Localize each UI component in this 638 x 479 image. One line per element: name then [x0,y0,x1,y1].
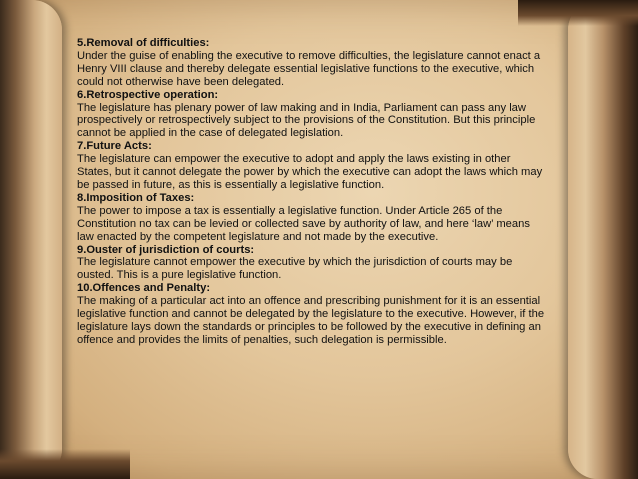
section-heading: 6.Retrospective operation: [77,88,219,101]
section-heading: 10.Offences and Penalty: [77,282,211,295]
scroll-right-curl [568,0,638,479]
section-body: The making of a particular act into an offence and prescribing punishment for it is an essential legislative function and cannot be delegated by the legislature to the executive. However, if the legislature lays down the standards or principles to be followed by the executive in defining an offence and provides the limits of penalties, such delegation is permissible. [77,295,545,346]
section-future-acts [77,140,547,192]
section-heading: 8.Imposition of Taxes: [77,191,195,204]
section-body: The legislature cannot empower the executive by which the jurisdiction of courts may be ousted. This is a pure legislative function. [77,256,513,282]
section-heading: 9.Ouster of jurisdiction of courts: [77,243,255,256]
section-body: The legislature has plenary power of law making and in India, Parliament can pass any law prospectively or retrospectively subject to the provisions of the Constitution. But this principle cannot be applied in the case of delegated legislation. [77,101,536,140]
section-ouster-of-jurisdiction [77,244,547,283]
section-heading: 5.Removal of difficulties: [77,37,210,49]
section-body: The legislature can empower the executive to adopt and apply the laws existing in other States, but it cannot delegate the power by which the executive can adopt the laws which may be passed in future, as this is essentially a legislative function. [77,153,543,191]
section-retrospective-operation [77,89,547,141]
section-body: Under the guise of enabling the executive to remove difficulties, the legislature cannot enact a Henry VIII clause and thereby delegate essential legislative functions to the executive, which could not otherwise have been delegated. [77,49,541,88]
section-removal-of-difficulties [77,37,547,89]
section-offences-and-penalty [77,282,547,347]
section-body: The power to impose a tax is essentially a legislative function. Under Article 265 of the Constitution no tax can be levied or collected save by authority of law, and here ‘law’ means law enacted by the competent legislature and not made by the executive. [77,204,530,243]
scroll-top-corner [518,0,638,26]
scroll-bottom-corner [0,449,130,479]
scroll-left-curl [0,0,62,479]
section-heading: 7.Future Acts: [77,140,152,153]
section-imposition-of-taxes [77,192,547,244]
slide-content [77,37,547,347]
